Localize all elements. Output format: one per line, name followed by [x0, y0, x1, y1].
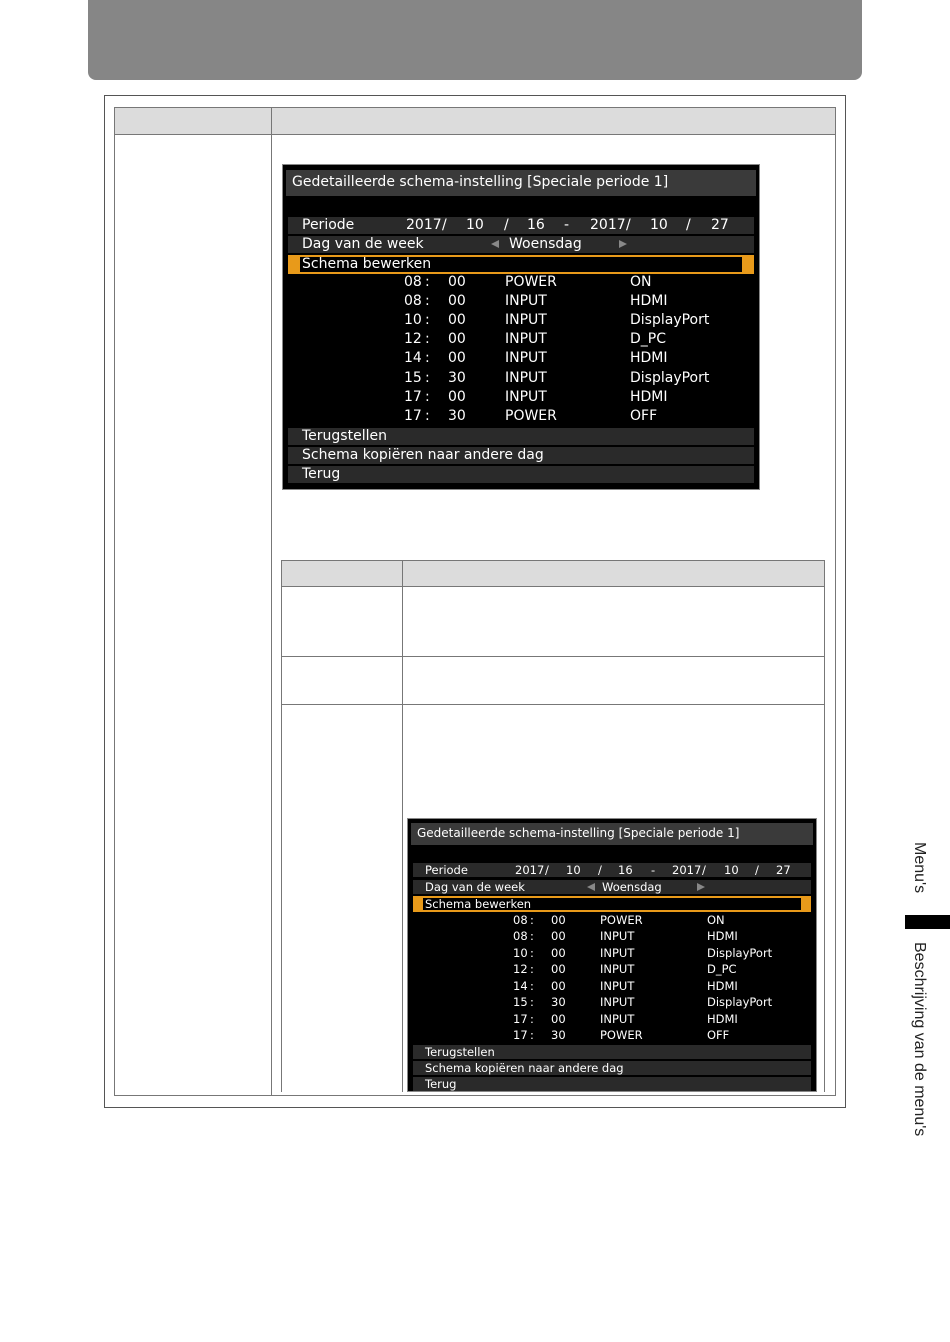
schedule-colon: : [530, 962, 534, 976]
copy-label: Schema kopiëren naar andere dag [425, 1061, 624, 1075]
osd-weekday-row[interactable] [288, 236, 754, 253]
page-header-band [88, 0, 862, 80]
selection-marker [801, 898, 811, 910]
schedule-function: POWER [505, 408, 557, 424]
period-end-day: 27 [711, 217, 729, 233]
schedule-setting: D_PC [630, 331, 666, 347]
period-end-year: 2017 [672, 863, 702, 877]
osd-reset-row[interactable] [413, 1045, 811, 1059]
side-tab-description[interactable]: Beschrijving van de menu's [911, 942, 928, 1137]
selection-marker [288, 257, 300, 272]
period-end-month: 10 [724, 863, 739, 877]
schedule-colon: : [425, 331, 430, 347]
schedule-hour: 10 [404, 312, 422, 328]
schedule-colon: : [530, 995, 534, 1009]
edit-label: Schema bewerken [425, 897, 532, 911]
schedule-setting: HDMI [630, 350, 668, 366]
sub-table-divider [402, 561, 403, 1092]
selection-marker [413, 898, 423, 910]
schedule-function: INPUT [505, 350, 547, 366]
weekday-value: Woensdag [509, 236, 582, 252]
schedule-colon: : [530, 1012, 534, 1026]
schedule-function: POWER [600, 913, 643, 927]
period-start-month: 10 [566, 863, 581, 877]
schedule-colon: : [425, 312, 430, 328]
osd-back-row[interactable] [413, 1077, 811, 1091]
schedule-setting: ON [707, 913, 725, 927]
schedule-hour: 15 [513, 995, 528, 1009]
schedule-colon: : [425, 274, 430, 290]
schedule-colon: : [530, 929, 534, 943]
arrow-right-icon[interactable] [697, 883, 705, 891]
schedule-minute: 00 [551, 979, 566, 993]
schedule-colon: : [425, 389, 430, 405]
schedule-colon: : [425, 408, 430, 424]
schedule-colon: : [425, 293, 430, 309]
schedule-minute: 30 [551, 995, 566, 1009]
weekday-value: Woensdag [602, 880, 662, 894]
sub-table-row-line [282, 656, 824, 657]
schedule-function: INPUT [505, 331, 547, 347]
schedule-hour: 15 [404, 370, 422, 386]
reset-label: Terugstellen [425, 1045, 495, 1059]
schedule-colon: : [425, 350, 430, 366]
schedule-colon: : [530, 1028, 534, 1042]
schedule-function: INPUT [600, 995, 635, 1009]
schedule-hour: 14 [513, 979, 528, 993]
slash: / [702, 863, 706, 877]
period-start-year: 2017 [406, 217, 442, 233]
schedule-colon: : [530, 913, 534, 927]
osd-period-row[interactable] [288, 217, 754, 234]
schedule-hour: 08 [513, 929, 528, 943]
schedule-minute: 00 [551, 1012, 566, 1026]
schedule-hour: 10 [513, 946, 528, 960]
schedule-minute: 00 [551, 946, 566, 960]
slash: / [545, 863, 549, 877]
schedule-hour: 08 [513, 913, 528, 927]
schedule-setting: ON [630, 274, 652, 290]
osd-period-row[interactable] [413, 863, 811, 877]
osd-copy-row[interactable] [288, 447, 754, 464]
schedule-function: INPUT [505, 312, 547, 328]
slash: / [504, 217, 509, 233]
schedule-minute: 00 [448, 312, 466, 328]
period-start-day: 16 [527, 217, 545, 233]
schedule-colon: : [530, 979, 534, 993]
schedule-setting: DisplayPort [630, 370, 710, 386]
schedule-function: POWER [600, 1028, 643, 1042]
schedule-function: INPUT [600, 1012, 635, 1026]
osd-weekday-row[interactable] [413, 880, 811, 894]
selection-marker [742, 257, 754, 272]
schedule-minute: 00 [448, 274, 466, 290]
arrow-left-icon[interactable] [491, 240, 499, 248]
schedule-setting: HDMI [707, 929, 738, 943]
weekday-label: Dag van de week [302, 236, 424, 252]
schedule-minute: 00 [551, 929, 566, 943]
osd-back-row[interactable] [288, 466, 754, 483]
slash: / [755, 863, 759, 877]
schedule-setting: DisplayPort [707, 995, 773, 1009]
sub-table-row-line [282, 704, 824, 705]
edit-label: Schema bewerken [302, 256, 432, 272]
sub-table-header [282, 561, 824, 587]
schedule-minute: 00 [551, 913, 566, 927]
period-label: Periode [302, 217, 355, 233]
period-end-year: 2017 [590, 217, 626, 233]
osd-screenshot-small [407, 818, 817, 1092]
schedule-function: POWER [505, 274, 557, 290]
schedule-minute: 00 [448, 293, 466, 309]
schedule-function: INPUT [600, 929, 635, 943]
osd-title: Gedetailleerde schema-instelling [Speciale periode 1] [417, 826, 740, 840]
reset-label: Terugstellen [302, 428, 387, 444]
copy-label: Schema kopiëren naar andere dag [302, 447, 544, 463]
osd-title-bar [286, 170, 756, 196]
schedule-setting: D_PC [707, 962, 737, 976]
schedule-function: INPUT [600, 962, 635, 976]
osd-reset-row[interactable] [288, 428, 754, 445]
osd-title-bar [411, 823, 813, 845]
slash: / [442, 217, 447, 233]
schedule-function: INPUT [505, 293, 547, 309]
schedule-setting: DisplayPort [707, 946, 773, 960]
schedule-minute: 30 [448, 408, 466, 424]
schedule-setting: DisplayPort [630, 312, 710, 328]
schedule-hour: 17 [513, 1028, 528, 1042]
period-dash: - [651, 863, 656, 877]
schedule-minute: 00 [448, 389, 466, 405]
schedule-minute: 00 [448, 331, 466, 347]
osd-edit-row[interactable] [288, 255, 754, 274]
schedule-minute: 30 [551, 1028, 566, 1042]
slash: / [686, 217, 691, 233]
weekday-label: Dag van de week [425, 880, 525, 894]
back-label: Terug [302, 466, 341, 482]
period-label: Periode [425, 863, 468, 877]
schedule-setting: HDMI [707, 1012, 738, 1026]
schedule-setting: HDMI [630, 293, 668, 309]
osd-edit-row[interactable] [413, 896, 811, 912]
slash: / [626, 217, 631, 233]
side-tab-marker [905, 915, 950, 929]
schedule-setting: HDMI [707, 979, 738, 993]
schedule-minute: 00 [448, 350, 466, 366]
back-label: Terug [425, 1077, 457, 1091]
schedule-minute: 30 [448, 370, 466, 386]
schedule-hour: 17 [404, 408, 422, 424]
schedule-function: INPUT [600, 979, 635, 993]
osd-title: Gedetailleerde schema-instelling [Speciale periode 1] [292, 174, 669, 190]
schedule-function: INPUT [600, 946, 635, 960]
period-end-month: 10 [650, 217, 668, 233]
schedule-hour: 14 [404, 350, 422, 366]
schedule-function: INPUT [505, 389, 547, 405]
schedule-setting: OFF [707, 1028, 730, 1042]
period-start-day: 16 [618, 863, 633, 877]
period-start-year: 2017 [515, 863, 545, 877]
schedule-hour: 12 [513, 962, 528, 976]
schedule-setting: HDMI [630, 389, 668, 405]
schedule-function: INPUT [505, 370, 547, 386]
osd-screenshot-large [282, 164, 760, 490]
period-end-day: 27 [776, 863, 791, 877]
slash: / [598, 863, 602, 877]
schedule-colon: : [425, 370, 430, 386]
schedule-hour: 12 [404, 331, 422, 347]
arrow-right-icon[interactable] [619, 240, 627, 248]
schedule-setting: OFF [630, 408, 658, 424]
main-table-header [114, 107, 836, 135]
period-start-month: 10 [466, 217, 484, 233]
schedule-hour: 08 [404, 274, 422, 290]
period-dash: - [564, 217, 570, 233]
schedule-minute: 00 [551, 962, 566, 976]
side-tab-menus[interactable]: Menu's [911, 842, 928, 894]
schedule-colon: : [530, 946, 534, 960]
schedule-hour: 17 [404, 389, 422, 405]
osd-copy-row[interactable] [413, 1061, 811, 1075]
schedule-hour: 17 [513, 1012, 528, 1026]
arrow-left-icon[interactable] [587, 883, 595, 891]
schedule-hour: 08 [404, 293, 422, 309]
